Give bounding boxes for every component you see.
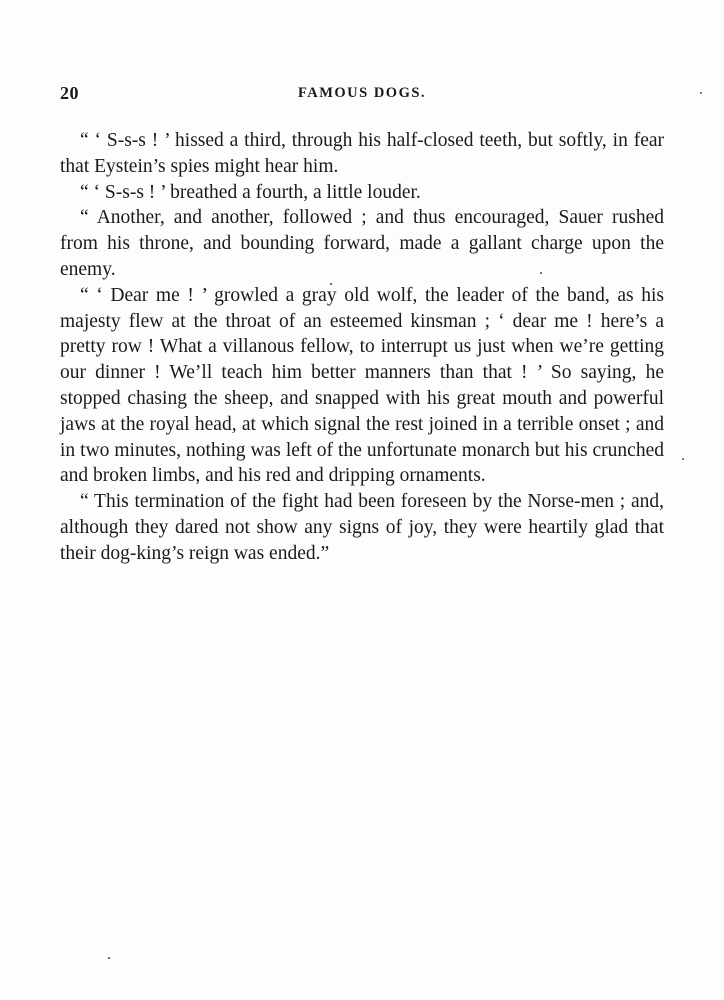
paragraph-5: “ This termination of the fight had been foreseen by the Norse-men ; and, although they dared not show any signs of joy, they were heartily glad that their dog-king’s reign was ended.”: [60, 491, 664, 564]
print-speck: [700, 92, 702, 94]
print-speck: [330, 283, 332, 285]
print-speck: [108, 957, 110, 959]
body-text: [60, 128, 664, 567]
running-head: [60, 83, 664, 105]
running-title: FAMOUS DOGS.: [297, 85, 427, 101]
paragraph-3: “ Another, and another, followed ; and thus encouraged, Sauer rushed from his throne, and bounding forward, made a gallant charge upon the enemy.: [60, 207, 664, 280]
page-number: 20: [60, 83, 79, 103]
paragraph-4: “ ‘ Dear me ! ’ growled a gray old wolf, the leader of the band, as his majesty flew at the throat of an esteemed kinsman ; ‘ dear me ! here’s a pretty row ! What a villanous fellow, to interrupt us just when we’re getting our dinner ! We’ll teach him better manners than that ! ’ So saying, he stopped chasing the sheep, and snapped with his great mouth and powerful jaws at the royal head, at which signal the rest joined in a terrible onset ; and in two minutes, nothing was left of the unfortunate monarch but his crunched and broken limbs, and his red and dripping ornaments.: [60, 284, 664, 487]
paragraph-2: “ ‘ S-s-s ! ’ breathed a fourth, a little louder.: [80, 181, 421, 203]
paragraph-1: “ ‘ S-s-s ! ’ hissed a third, through his half-closed teeth, but softly, in fear that Eystein’s spies might hear him.: [60, 130, 664, 177]
print-speck: [682, 458, 684, 460]
print-speck: [540, 272, 542, 274]
